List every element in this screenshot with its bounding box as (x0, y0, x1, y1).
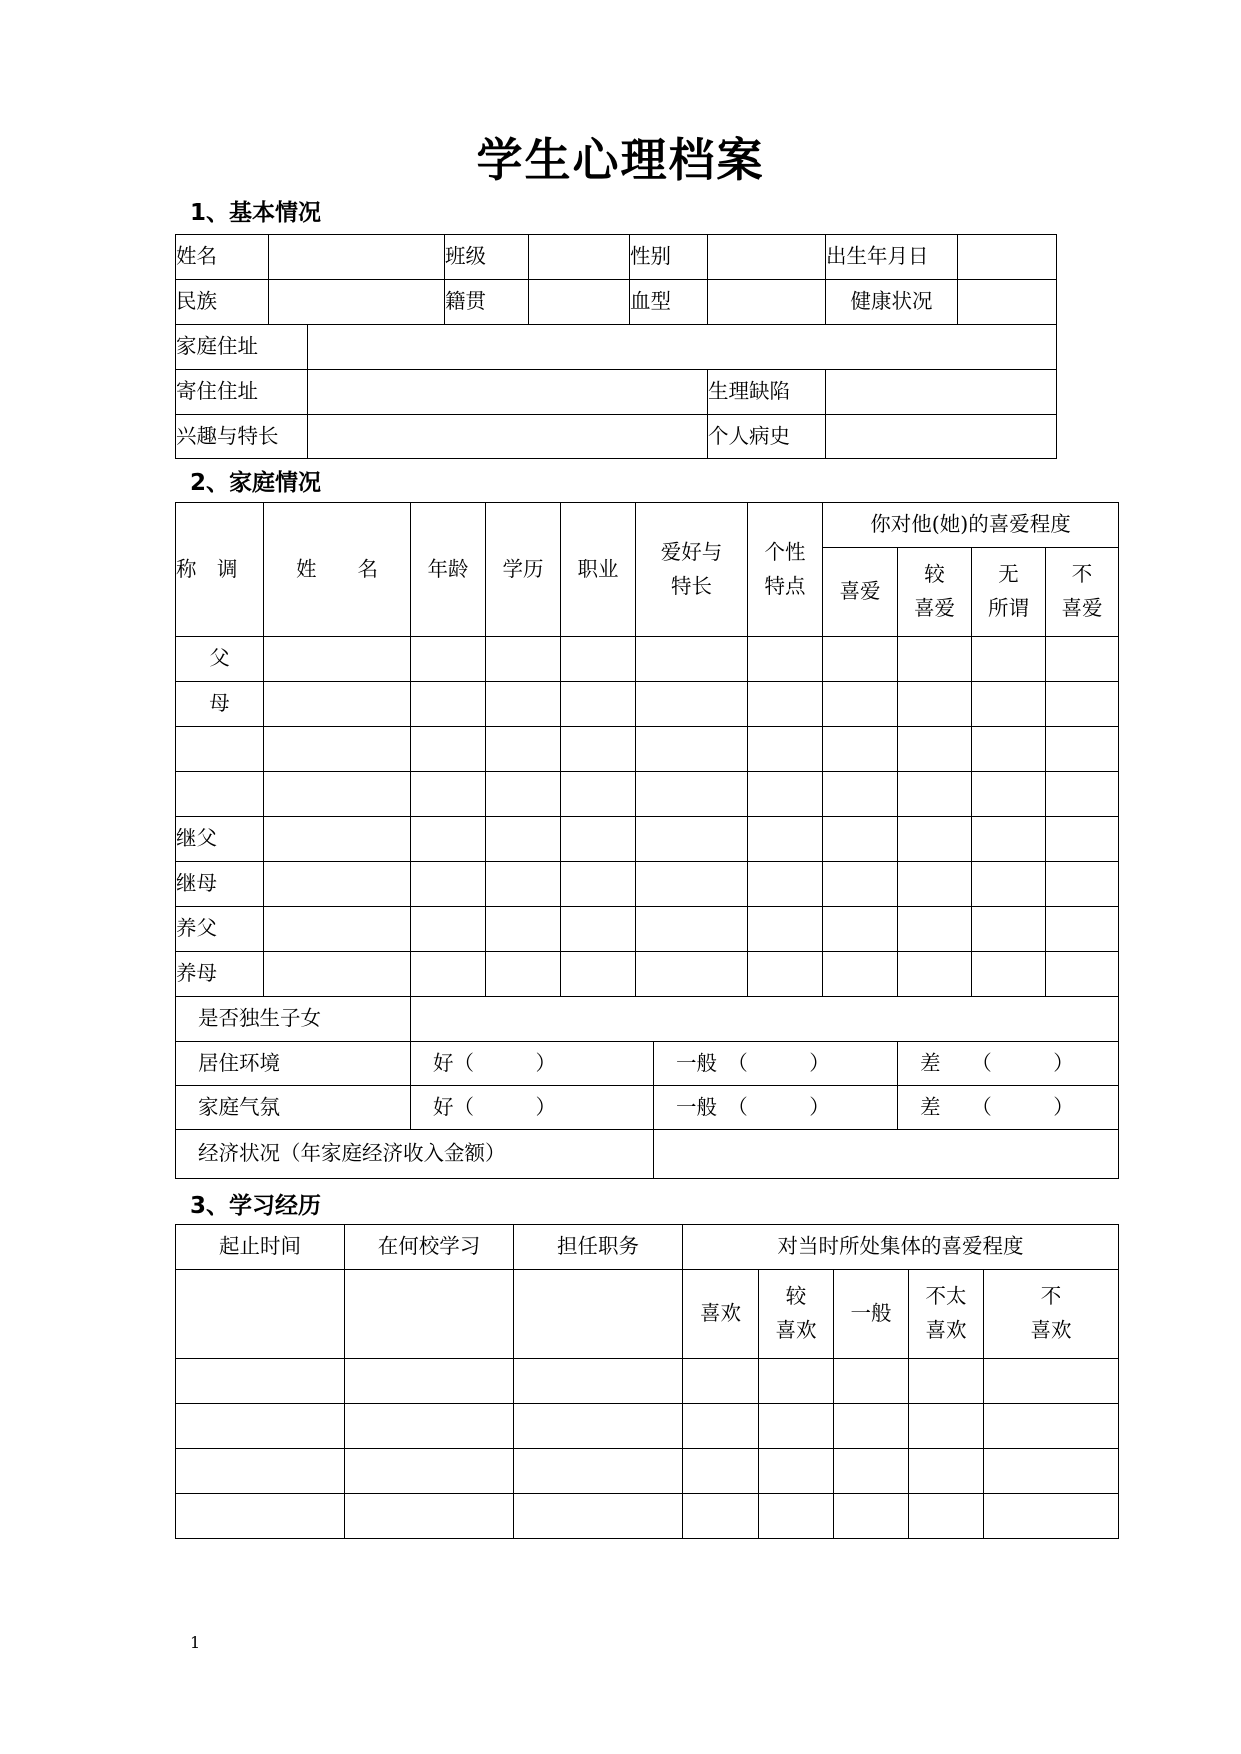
label-ethnicity: 民族 (176, 280, 269, 325)
label-blood-type: 血型 (630, 280, 708, 325)
cell[interactable] (898, 907, 972, 952)
cell[interactable] (345, 1404, 514, 1449)
cell[interactable] (561, 907, 636, 952)
header-school: 在何校学习 (345, 1225, 514, 1270)
cell[interactable] (264, 772, 411, 817)
label-only-child: 是否独生子女 (176, 997, 411, 1042)
header-fondness: 你对他(她)的喜爱程度 (823, 503, 1119, 548)
cell[interactable] (345, 1359, 514, 1404)
cell[interactable] (411, 952, 486, 997)
header-average: 一般 (834, 1270, 909, 1359)
cell[interactable] (176, 1359, 345, 1404)
cell[interactable] (972, 952, 1046, 997)
header-personality (748, 503, 823, 637)
header-dislike-line2: 喜爱 (1061, 596, 1103, 620)
cell[interactable] (683, 1359, 759, 1404)
cell[interactable] (486, 727, 561, 772)
field-blood-type[interactable] (708, 280, 826, 325)
header-fairly-like (898, 548, 972, 637)
header-position: 担任职务 (514, 1225, 683, 1270)
choice-atmosphere-average[interactable]: 一般 （ ） (654, 1086, 898, 1130)
cell[interactable] (748, 817, 823, 862)
cell[interactable] (759, 1449, 834, 1494)
cell[interactable] (984, 1449, 1119, 1494)
cell[interactable] (176, 1270, 345, 1359)
relation-blank-1 (176, 727, 264, 772)
cell[interactable] (898, 727, 972, 772)
cell[interactable] (486, 772, 561, 817)
cell[interactable] (909, 1404, 984, 1449)
cell[interactable] (636, 862, 748, 907)
cell[interactable] (636, 637, 748, 682)
relation-stepmother: 继母 (176, 862, 264, 907)
relation-blank-2 (176, 772, 264, 817)
cell[interactable] (683, 1449, 759, 1494)
header-relation: 称 调 (176, 503, 264, 637)
cell[interactable] (636, 727, 748, 772)
cell[interactable] (823, 682, 898, 727)
cell[interactable] (683, 1494, 759, 1539)
header-indifferent (972, 548, 1046, 637)
field-economic-status[interactable] (654, 1130, 1119, 1179)
cell[interactable] (972, 817, 1046, 862)
cell[interactable] (1046, 817, 1119, 862)
cell[interactable] (748, 907, 823, 952)
cell[interactable] (264, 637, 411, 682)
cell[interactable] (411, 727, 486, 772)
cell[interactable] (176, 1494, 345, 1539)
label-interests: 兴趣与特长 (176, 415, 308, 459)
field-name[interactable] (269, 235, 445, 280)
header-hobby (636, 503, 748, 637)
header-hobby-line1: 爱好与 (660, 539, 723, 564)
header-like: 喜爱 (823, 548, 898, 637)
cell[interactable] (823, 817, 898, 862)
cell[interactable] (345, 1270, 514, 1359)
label-name: 姓名 (176, 235, 269, 280)
cell[interactable] (972, 682, 1046, 727)
cell[interactable] (561, 682, 636, 727)
cell[interactable] (486, 682, 561, 727)
cell[interactable] (748, 952, 823, 997)
cell[interactable] (984, 1494, 1119, 1539)
cell[interactable] (264, 817, 411, 862)
cell[interactable] (972, 772, 1046, 817)
cell[interactable] (514, 1404, 683, 1449)
cell[interactable] (411, 637, 486, 682)
cell[interactable] (972, 862, 1046, 907)
cell[interactable] (411, 907, 486, 952)
cell[interactable] (909, 1449, 984, 1494)
field-interests[interactable] (308, 415, 708, 459)
label-medical-history: 个人病史 (708, 415, 826, 459)
page-number: 1 (190, 1633, 201, 1652)
header-collective-fondness: 对当时所处集体的喜爱程度 (683, 1225, 1119, 1270)
label-economic-status: 经济状况（年家庭经济收入金额） (176, 1130, 654, 1179)
cell[interactable] (636, 772, 748, 817)
label-class: 班级 (445, 235, 529, 280)
header-fairly-like-line2: 喜欢 (775, 1318, 817, 1342)
cell[interactable] (561, 727, 636, 772)
header-personality-line2: 特点 (764, 573, 806, 598)
cell[interactable] (176, 1449, 345, 1494)
field-lodging-address[interactable] (308, 370, 708, 415)
relation-father: 父 (176, 637, 264, 682)
cell[interactable] (264, 952, 411, 997)
relation-stepfather: 继父 (176, 817, 264, 862)
cell[interactable] (898, 637, 972, 682)
header-hobby-line2: 特长 (671, 573, 712, 598)
field-birthdate[interactable] (958, 235, 1057, 280)
field-only-child[interactable] (411, 997, 1119, 1042)
cell[interactable] (823, 952, 898, 997)
cell[interactable] (561, 952, 636, 997)
cell[interactable] (1046, 637, 1119, 682)
header-indifferent-line2: 所谓 (988, 596, 1029, 620)
relation-mother: 母 (176, 682, 264, 727)
header-not-very-like (909, 1270, 984, 1359)
field-ethnicity[interactable] (269, 280, 445, 325)
cell[interactable] (514, 1449, 683, 1494)
choice-atmosphere-good[interactable]: 好（ ） (411, 1086, 654, 1130)
label-family-atmosphere: 家庭气氛 (176, 1086, 411, 1130)
choice-living-average[interactable]: 一般 （ ） (654, 1042, 898, 1086)
cell[interactable] (759, 1494, 834, 1539)
header-dislike-line1: 不 (1071, 562, 1093, 587)
cell[interactable] (264, 682, 411, 727)
cell[interactable] (898, 817, 972, 862)
basic-info-table (175, 234, 1057, 459)
cell[interactable] (748, 637, 823, 682)
cell[interactable] (264, 907, 411, 952)
header-like: 喜欢 (683, 1270, 759, 1359)
cell[interactable] (264, 862, 411, 907)
cell[interactable] (514, 1270, 683, 1359)
header-period: 起止时间 (176, 1225, 345, 1270)
cell[interactable] (411, 862, 486, 907)
cell[interactable] (748, 772, 823, 817)
field-home-address[interactable] (308, 325, 1057, 370)
cell[interactable] (636, 952, 748, 997)
cell[interactable] (264, 727, 411, 772)
cell[interactable] (972, 727, 1046, 772)
cell[interactable] (1046, 862, 1119, 907)
cell[interactable] (345, 1494, 514, 1539)
cell[interactable] (411, 682, 486, 727)
choice-living-good[interactable]: 好（ ） (411, 1042, 654, 1086)
cell[interactable] (1046, 727, 1119, 772)
field-native-place[interactable] (529, 280, 630, 325)
header-education: 学历 (486, 503, 561, 637)
cell[interactable] (486, 817, 561, 862)
cell[interactable] (1046, 952, 1119, 997)
section-heading-study: 3、学习经历 (190, 1193, 322, 1219)
cell[interactable] (834, 1449, 909, 1494)
cell[interactable] (1046, 907, 1119, 952)
header-fairly-like-line2: 喜爱 (914, 596, 955, 620)
cell[interactable] (411, 772, 486, 817)
cell[interactable] (898, 682, 972, 727)
header-indifferent-line1: 无 (998, 562, 1019, 587)
cell[interactable] (1046, 682, 1119, 727)
cell[interactable] (683, 1404, 759, 1449)
field-health-status[interactable] (958, 280, 1057, 325)
cell[interactable] (486, 862, 561, 907)
header-dislike-line2: 喜欢 (1030, 1318, 1072, 1342)
header-fairly-like (759, 1270, 834, 1359)
cell[interactable] (823, 727, 898, 772)
study-history-table (175, 1224, 1119, 1539)
label-home-address: 家庭住址 (176, 325, 308, 370)
header-fairly-like-line1: 较 (924, 562, 945, 587)
cell[interactable] (834, 1404, 909, 1449)
cell[interactable] (561, 862, 636, 907)
cell[interactable] (823, 907, 898, 952)
cell[interactable] (759, 1404, 834, 1449)
cell[interactable] (486, 907, 561, 952)
header-dislike-line1: 不 (1040, 1284, 1062, 1309)
header-fairly-like-line1: 较 (785, 1284, 807, 1309)
cell[interactable] (972, 907, 1046, 952)
field-physical-defect[interactable] (826, 370, 1057, 415)
cell[interactable] (486, 637, 561, 682)
cell[interactable] (486, 952, 561, 997)
header-not-very-like-line2: 喜欢 (925, 1318, 967, 1342)
family-table (175, 502, 1119, 1179)
cell[interactable] (514, 1359, 683, 1404)
relation-adoptive-mother: 养母 (176, 952, 264, 997)
cell[interactable] (636, 817, 748, 862)
cell[interactable] (834, 1359, 909, 1404)
cell[interactable] (823, 637, 898, 682)
field-gender[interactable] (708, 235, 826, 280)
cell[interactable] (748, 682, 823, 727)
cell[interactable] (823, 772, 898, 817)
label-lodging-address: 寄住住址 (176, 370, 308, 415)
header-dislike (984, 1270, 1119, 1359)
header-personality-line1: 个性 (764, 539, 806, 564)
cell[interactable] (1046, 772, 1119, 817)
cell[interactable] (909, 1359, 984, 1404)
label-gender: 性别 (630, 235, 708, 280)
label-native-place: 籍贯 (445, 280, 529, 325)
cell[interactable] (561, 772, 636, 817)
label-health-status: 健康状况 (826, 280, 958, 325)
cell[interactable] (636, 907, 748, 952)
label-living-environment: 居住环境 (176, 1042, 411, 1086)
cell[interactable] (748, 727, 823, 772)
cell[interactable] (972, 637, 1046, 682)
cell[interactable] (561, 637, 636, 682)
cell[interactable] (748, 862, 823, 907)
cell[interactable] (561, 817, 636, 862)
cell[interactable] (898, 772, 972, 817)
relation-adoptive-father: 养父 (176, 907, 264, 952)
section-heading-family: 2、家庭情况 (190, 470, 322, 496)
choice-living-poor[interactable]: 差 （ ） (898, 1042, 1119, 1086)
label-physical-defect: 生理缺陷 (708, 370, 826, 415)
cell[interactable] (909, 1494, 984, 1539)
cell[interactable] (898, 952, 972, 997)
cell[interactable] (759, 1359, 834, 1404)
cell[interactable] (898, 862, 972, 907)
header-name: 姓 名 (264, 503, 411, 637)
choice-atmosphere-poor[interactable]: 差 （ ） (898, 1086, 1119, 1130)
field-class[interactable] (529, 235, 630, 280)
cell[interactable] (514, 1494, 683, 1539)
cell[interactable] (411, 817, 486, 862)
cell[interactable] (984, 1359, 1119, 1404)
label-birthdate: 出生年月日 (826, 235, 958, 280)
cell[interactable] (636, 682, 748, 727)
field-medical-history[interactable] (826, 415, 1057, 459)
cell[interactable] (345, 1449, 514, 1494)
section-heading-basic-info: 1、基本情况 (190, 200, 322, 226)
cell[interactable] (834, 1494, 909, 1539)
header-occupation: 职业 (561, 503, 636, 637)
cell[interactable] (823, 862, 898, 907)
header-age: 年龄 (411, 503, 486, 637)
header-not-very-like-line1: 不太 (925, 1284, 967, 1309)
header-dislike (1046, 548, 1119, 637)
cell[interactable] (984, 1404, 1119, 1449)
cell[interactable] (176, 1404, 345, 1449)
document-title: 学生心理档案 (476, 133, 765, 187)
